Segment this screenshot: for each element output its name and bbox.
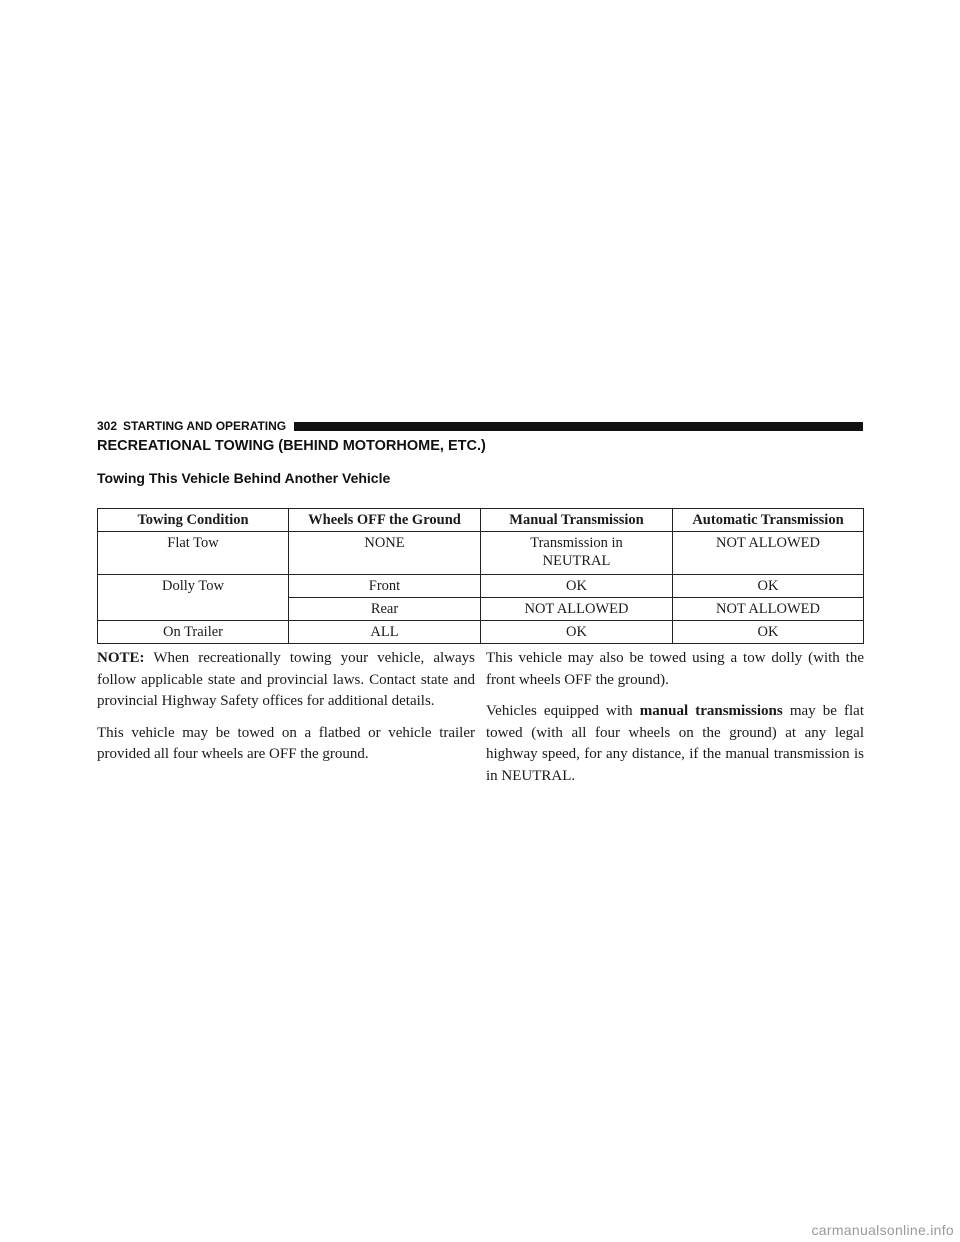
table-row: [98, 575, 864, 598]
table-header-row: [98, 509, 864, 532]
left-column: [97, 648, 475, 776]
cell-automatic: NOT ALLOWED: [673, 532, 864, 575]
para-end: may be flat towed (with all four wheels on the ground) at any legal highway speed, for any distance, if the manual transmission is in NEUTRAL.: [486, 703, 864, 784]
note-label: NOTE:: [97, 650, 145, 666]
cell-condition: On Trailer: [98, 621, 289, 644]
cell-manual: OK: [481, 621, 673, 644]
cell-wheels: ALL: [289, 621, 481, 644]
page-header: [97, 418, 863, 434]
cell-wheels: Front: [289, 575, 481, 598]
manual-transmission-paragraph: [486, 701, 864, 787]
header-automatic-transmission: Automatic Transmission: [673, 509, 864, 532]
towing-table: [97, 508, 864, 644]
flatbed-paragraph: This vehicle may be towed on a flatbed or vehicle trailer provided all four wheels are OFF the ground.: [97, 724, 475, 762]
sub-heading: Towing This Vehicle Behind Another Vehicle: [97, 470, 391, 486]
cell-automatic: OK: [673, 575, 864, 598]
table-row: [98, 621, 864, 644]
cell-manual-line2: NEUTRAL: [542, 553, 611, 569]
right-column: [486, 648, 864, 797]
cell-wheels: Rear: [289, 598, 481, 621]
cell-automatic: NOT ALLOWED: [673, 598, 864, 621]
page-number: 302: [97, 419, 118, 433]
header-manual-transmission: Manual Transmission: [481, 509, 673, 532]
cell-manual: NOT ALLOWED: [481, 598, 673, 621]
watermark: carmanualsonline.info: [811, 1222, 954, 1238]
main-heading: RECREATIONAL TOWING (BEHIND MOTORHOME, ETC.): [97, 438, 486, 454]
para-bold: manual transmissions: [639, 703, 783, 719]
cell-manual: [481, 532, 673, 575]
cell-manual: OK: [481, 575, 673, 598]
cell-manual-line1: Transmission in: [530, 535, 623, 551]
header-rule: [294, 422, 863, 431]
para-start: Vehicles equipped with: [486, 703, 640, 719]
header-wheels-off-ground: Wheels OFF the Ground: [289, 509, 481, 532]
tow-dolly-paragraph: This vehicle may also be towed using a tow dolly (with the front wheels OFF the ground).: [486, 650, 864, 688]
note-text: When recreationally towing your vehicle, always follow applicable state and provincial laws. Contact state and provincial Highway Safety offices for additional details.: [97, 650, 475, 709]
section-name: STARTING AND OPERATING: [123, 419, 287, 433]
cell-wheels: NONE: [289, 532, 481, 575]
table-row: [98, 532, 864, 575]
cell-automatic: OK: [673, 621, 864, 644]
note-paragraph: [97, 648, 475, 713]
cell-condition: Dolly Tow: [98, 575, 289, 621]
header-towing-condition: Towing Condition: [98, 509, 289, 532]
cell-condition: Flat Tow: [98, 532, 289, 575]
